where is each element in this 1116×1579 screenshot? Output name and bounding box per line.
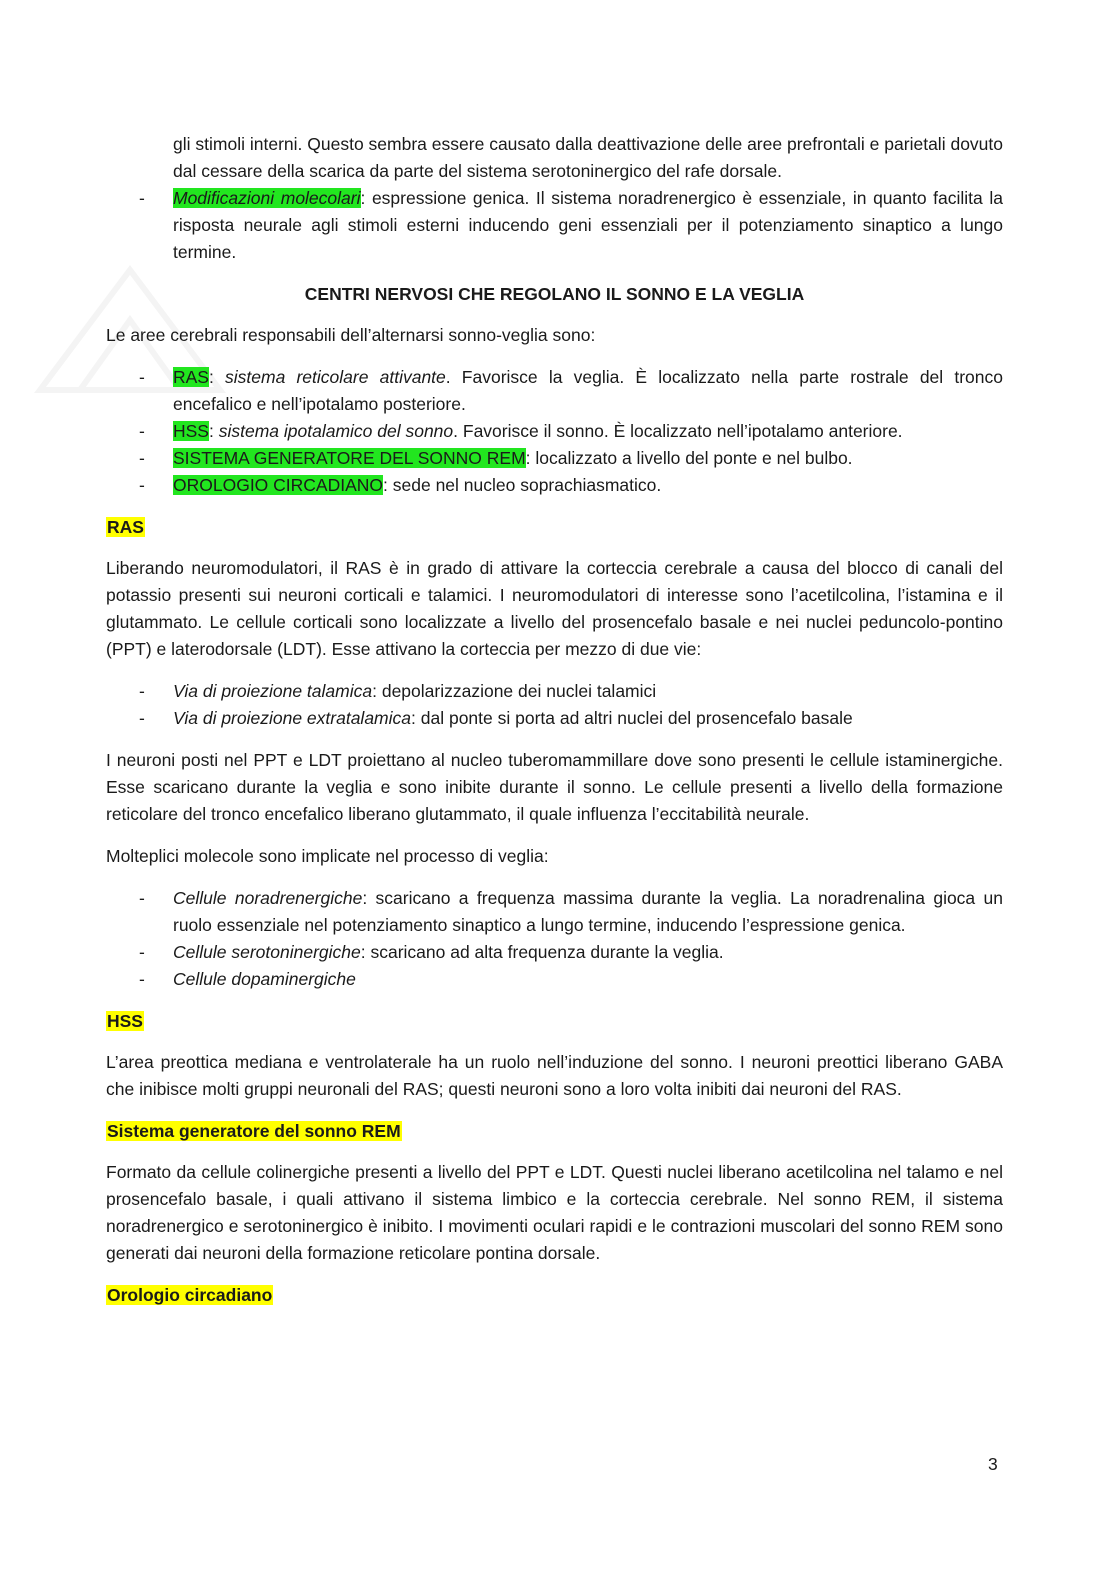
highlighted-term: HSS	[173, 421, 209, 441]
list-item	[106, 364, 1003, 418]
vie-list	[106, 678, 1003, 732]
intro-paragraph: Le aree cerebrali responsabili dell’alternarsi sonno-veglia sono:	[106, 325, 596, 345]
heading-ras	[106, 514, 1003, 541]
hss-paragraph: L’area preottica mediana e ventrolaterale ha un ruolo nell’induzione del sonno. I neuroni preottici liberano GABA che inibisce molti gruppi neuronali del RAS; questi neuroni sono a loro volta inibiti dai neuroni del RAS.	[106, 1052, 1003, 1099]
separator: :	[208, 367, 226, 387]
italic-term: Via di proiezione talamica	[173, 681, 373, 701]
list-item	[106, 678, 1003, 705]
list-item-text: . Favorisce il sonno. È localizzato nell’ipotalamo anteriore.	[453, 421, 903, 441]
document-body	[106, 131, 1003, 1323]
italic-term: Cellule noradrenergiche	[173, 888, 363, 908]
list-item	[106, 885, 1003, 939]
list-dash: -	[139, 475, 145, 495]
list-item-text: . Favorisce la veglia. È localizzato nella parte rostrale del tronco encefalico e nell’ipotalamo posteriore.	[173, 367, 1003, 414]
list-item	[106, 472, 1003, 499]
section-title: CENTRI NERVOSI CHE REGOLANO IL SONNO E LA VEGLIA	[304, 284, 805, 304]
italic-term: Via di proiezione extratalamica	[173, 708, 412, 728]
list-item	[106, 185, 1003, 266]
list-item	[106, 939, 1003, 966]
list-item-text: : localizzato a livello del ponte e nel bulbo.	[525, 448, 853, 468]
ras-paragraph-3: Molteplici molecole sono implicate nel processo di veglia:	[106, 846, 549, 866]
highlighted-term: SISTEMA GENERATORE DEL SONNO REM	[173, 448, 526, 468]
list-item-text: : depolarizzazione dei nuclei talamici	[372, 681, 657, 701]
heading-hss	[106, 1008, 1003, 1035]
continuation-text: gli stimoli interni. Questo sembra essere causato dalla deattivazione delle aree prefrontali e parietali dovuto dal cessare della scarica da parte del sistema serotoninergico del rafe dorsale.	[173, 134, 1003, 181]
heading-rem-label: Sistema generatore del sonno REM	[107, 1121, 401, 1141]
list-dash: -	[139, 942, 145, 962]
list-item	[106, 966, 1003, 993]
list-item	[106, 418, 1003, 445]
ras-paragraph-1: Liberando neuromodulatori, il RAS è in grado di attivare la corteccia cerebrale a causa del blocco di canali del potassio presenti sui neuroni corticali e talamici. I neuromodulatori di interesse sono l’acetilcolina, l’istamina e il glutammato. Le cellule corticali sono localizzate a livello del prosencefalo basale e nei nuclei peduncolo-pontino (PPT) e laterodorsale (LDT). Esse attivano la corteccia per mezzo di due vie:	[106, 558, 1003, 659]
rem-paragraph: Formato da cellule colinergiche presenti a livello del PPT e LDT. Questi nuclei liberano acetilcolina nel talamo e nel prosencefalo basale, i quali attivano il sistema limbico e la corteccia cerebrale. Nel sonno REM, il sistema noradrenergico e serotoninergico è inibito. I movimenti oculari rapidi e le contrazioni muscolari del sonno REM sono generati dai neuroni della formazione reticolare pontina dorsale.	[106, 1162, 1003, 1263]
list-item-text: : sede nel nucleo soprachiasmatico.	[383, 475, 662, 495]
heading-hss-label: HSS	[107, 1011, 143, 1031]
heading-ras-label: RAS	[107, 517, 144, 537]
italic-term: Cellule serotoninergiche	[173, 942, 361, 962]
heading-clock	[106, 1282, 1003, 1309]
page-number: 3	[988, 1454, 998, 1474]
list-item-text: : dal ponte si porta ad altri nuclei del prosencefalo basale	[411, 708, 853, 728]
ras-paragraph-2: I neuroni posti nel PPT e LDT proiettano al nucleo tuberomammillare dove sono presenti le cellule istaminergiche. Esse scaricano durante la veglia e sono inibite durante il sonno. Le cellule presenti a livello della formazione reticolare del tronco encefalico liberano glutammato, il quale influenza l’eccitabilità neurale.	[106, 750, 1003, 824]
separator: :	[208, 421, 219, 441]
list-dash: -	[139, 969, 145, 989]
list-item-text: : scaricano a frequenza massima durante la veglia. La noradrenalina gioca un ruolo essenziale nel potenziamento sinaptico a lungo termine, inducendo l’espressione genica.	[173, 888, 1003, 935]
cells-list	[106, 885, 1003, 993]
italic-term: sistema ipotalamico del sonno	[218, 421, 454, 441]
list-item	[106, 445, 1003, 472]
list-dash: -	[139, 681, 145, 701]
list-item	[106, 705, 1003, 732]
top-list	[106, 185, 1003, 266]
highlighted-term: RAS	[173, 367, 209, 387]
list-dash: -	[139, 421, 145, 441]
heading-clock-label: Orologio circadiano	[107, 1285, 273, 1305]
list-dash: -	[139, 188, 145, 208]
italic-term: Cellule dopaminergiche	[173, 969, 356, 989]
areas-list	[106, 364, 1003, 499]
list-dash: -	[139, 448, 145, 468]
heading-rem	[106, 1118, 1003, 1145]
list-item-text: : scaricano ad alta frequenza durante la veglia.	[360, 942, 724, 962]
list-item-text: : espressione genica. Il sistema noradrenergico è essenziale, in quanto facilita la risposta neurale agli stimoli esterni inducendo geni essenziali per il potenziamento sinaptico a lungo termine.	[173, 188, 1003, 262]
list-dash: -	[139, 367, 145, 387]
list-dash: -	[139, 888, 145, 908]
italic-term: sistema reticolare attivante	[225, 367, 446, 387]
list-dash: -	[139, 708, 145, 728]
highlighted-term: Modificazioni molecolari	[173, 188, 361, 208]
highlighted-term: OROLOGIO CIRCADIANO	[173, 475, 384, 495]
